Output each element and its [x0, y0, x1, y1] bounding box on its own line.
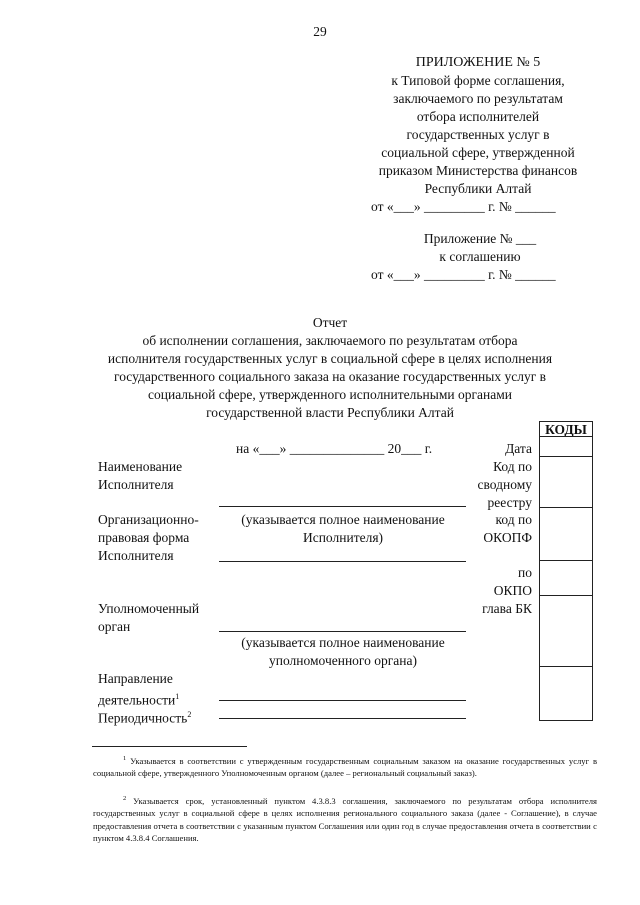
direction-underline	[219, 700, 466, 701]
authorized-hint: уполномоченного органа)	[269, 653, 417, 668]
report-subtitle-line: государственной власти Республики Алтай	[206, 405, 454, 420]
executor-name-label: Наименование	[98, 459, 183, 474]
executor-hint: (указывается полное наименование	[241, 512, 445, 527]
periodicity-underline	[219, 718, 466, 719]
report-title: Отчет	[312, 315, 348, 330]
appendix-5-date-line: от «___» _________ г. № ______	[371, 199, 556, 214]
codes-registry-label: сводному	[477, 477, 532, 492]
appendix-blank-title: Приложение № ___	[423, 231, 537, 246]
report-subtitle-line: социальной сфере, утвержденного исполнительными органами	[148, 387, 512, 402]
direction-label-text: деятельности	[98, 692, 176, 708]
appendix-5-line: Республики Алтай	[424, 181, 532, 196]
code-cell-bk[interactable]	[539, 595, 593, 667]
codes-okopf-label: код по	[495, 512, 532, 527]
periodicity-label	[98, 706, 191, 728]
footnote-separator	[92, 746, 247, 747]
codes-bk-label: глава БК	[482, 601, 532, 616]
report-subtitle-line: государственного социального заказа на оказание государственных услуг в	[114, 369, 546, 384]
footnote-ref-1: 1	[175, 692, 180, 701]
appendix-5-line: социальной сфере, утвержденной	[381, 145, 575, 160]
codes-header: КОДЫ	[539, 421, 593, 437]
footnote-1	[93, 753, 597, 780]
executor-name-underline	[219, 506, 466, 507]
footnote-1-mark: 1	[123, 755, 127, 762]
codes-okpo-label: по	[518, 565, 532, 580]
codes-okopf-label: ОКОПФ	[483, 530, 532, 545]
executor-hint: Исполнителя)	[302, 530, 384, 545]
footnote-2-mark: 2	[123, 795, 127, 802]
executor-name-label: Исполнителя	[98, 477, 174, 492]
org-form-label: Исполнителя	[98, 548, 174, 563]
code-cell-date[interactable]	[539, 436, 593, 457]
codes-registry-label: Код по	[493, 459, 532, 474]
org-form-label: правовая форма	[98, 530, 190, 545]
authorized-body-label: Уполномоченный	[98, 601, 200, 616]
appendix-5-line: заключаемого по результатам	[393, 91, 563, 106]
footnote-ref-2: 2	[187, 710, 192, 719]
appendix-5-title: ПРИЛОЖЕНИЕ № 5	[415, 55, 541, 70]
report-subtitle-line: об исполнении соглашения, заключаемого по результатам отбора	[142, 333, 518, 348]
org-form-label: Организационно-	[98, 512, 199, 527]
code-cell-extra[interactable]	[539, 666, 593, 721]
code-cell-okpo[interactable]	[539, 560, 593, 596]
footnote-2	[93, 793, 597, 845]
codes-okpo-label: ОКПО	[493, 583, 532, 598]
org-form-underline	[219, 561, 466, 562]
authorized-body-underline	[219, 631, 466, 632]
appendix-blank-date-line: от «___» _________ г. № ______	[371, 267, 556, 282]
appendix-5-line: приказом Министерства финансов	[378, 163, 578, 178]
appendix-blank-line: к соглашению	[439, 249, 521, 264]
authorized-hint: (указывается полное наименование	[241, 635, 445, 650]
code-cell-registry[interactable]	[539, 456, 593, 508]
page-number: 29	[313, 24, 327, 39]
appendix-5-line: государственных услуг в	[406, 127, 550, 142]
form-date-line: на «___» ______________ 20___ г.	[236, 441, 433, 456]
direction-label: Направление	[98, 671, 173, 686]
codes-registry-label: реестру	[487, 495, 532, 510]
appendix-5-line: к Типовой форме соглашения,	[391, 73, 565, 88]
periodicity-label-text: Периодичность	[98, 710, 188, 726]
appendix-5-line: отбора исполнителей	[416, 109, 540, 124]
footnote-2-text: Указывается срок, установленный пунктом 4.3.8.3 соглашения, заключаемого по результатам отбора исполнителя государственных услуг в социальной сфере в целях исполнения регионального социального заказа (далее - Соглашение), в случае предоставления отчета в соответствии с указанным пунктом Соглашения или один год в случае предоставления отчета в соответствии с пунктом 4.3.8.4 Соглашения.	[93, 795, 597, 844]
authorized-body-label: орган	[98, 619, 131, 634]
codes-date-label: Дата	[505, 441, 532, 456]
code-cell-okopf[interactable]	[539, 507, 593, 561]
footnote-1-text: Указывается в соответствии с утвержденным государственным социальным заказом на оказание государственных услуг в социальной сфере, утвержденного Уполномоченным органом (далее – региональный социальный заказ).	[93, 755, 598, 779]
report-subtitle-line: исполнителя государственных услуг в социальной сфере в целях исполнения	[107, 351, 553, 366]
